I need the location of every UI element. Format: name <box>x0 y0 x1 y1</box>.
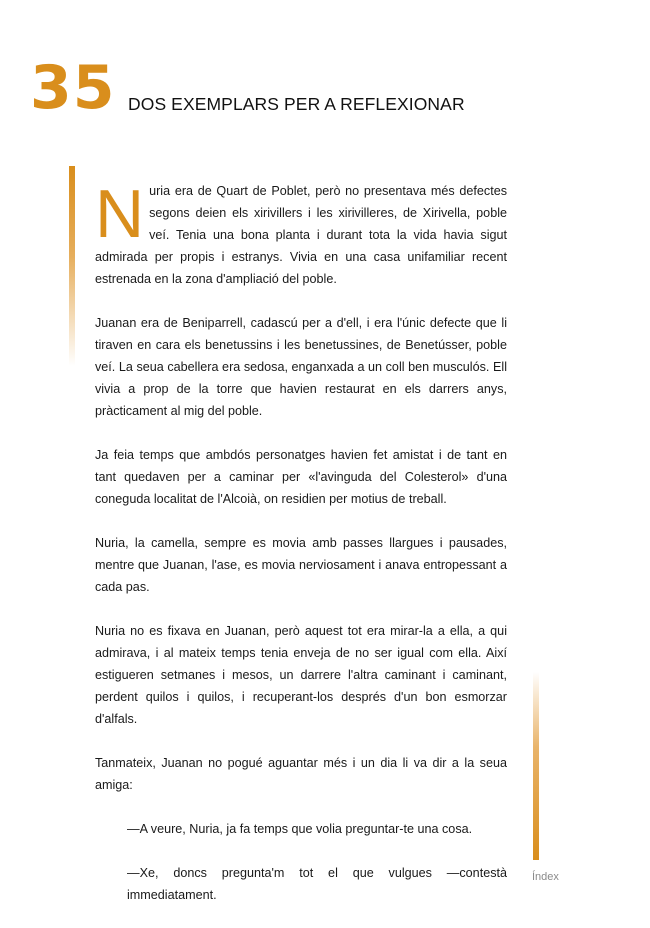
dialogue-line-2: —Xe, doncs pregunta'm tot el que vulgues —contestà immediatament. <box>127 866 507 902</box>
paragraph-1 <box>95 176 507 290</box>
index-link[interactable]: Índex <box>532 871 559 883</box>
story-body <box>95 176 507 928</box>
drop-cap: N <box>95 176 145 252</box>
paragraph-1-text: uria era de Quart de Poblet, però no presentava més defectes segons deien els xirivillers i les xirivilleres, de Xirivella, poble veí. Tenia una bona planta i durant tota la vida havia sigut admirada per propis i estranys. Vivia en una casa unifamiliar recent estrenada en la zona d'ampliació del poble. <box>95 184 507 286</box>
accent-bar-left <box>69 166 75 366</box>
chapter-title: DOS EXEMPLARS PER A REFLEXIONAR <box>128 94 465 114</box>
paragraph-6: Tanmateix, Juanan no pogué aguantar més i un dia li va dir a la seua amiga: <box>95 756 507 792</box>
paragraph-5: Nuria no es fixava en Juanan, però aquest tot era mirar-la a ella, a qui admirava, i al mateix temps tenia enveja de no ser igual com ella. Així estigueren setmanes i mesos, un darrere l'altra caminant i caminant, perdent quilos i quilos, i recuperant-los després d'un bon esmorzar d'alfals. <box>95 624 507 726</box>
paragraph-4: Nuria, la camella, sempre es movia amb passes llargues i pausades, mentre que Juanan, l'ase, es movia nerviosament i anava entropessant a cada pas. <box>95 536 507 594</box>
dialogue-line-1: —A veure, Nuria, ja fa temps que volia preguntar-te una cosa. <box>127 822 473 836</box>
paragraph-3: Ja feia temps que ambdós personatges havien fet amistat i de tant en tant quedaven per a caminar per «l'avinguda del Colesterol» d'una coneguda localitat de l'Alcoià, on residien per motius de treball. <box>95 448 507 506</box>
accent-bar-right <box>533 672 539 860</box>
chapter-number: 35 <box>30 53 116 123</box>
paragraph-2: Juanan era de Beniparrell, cadascú per a d'ell, i era l'únic defecte que li tiraven en cara els benetussins i les benetussines, de Benetússer, poble veí. La seua cabellera era sedosa, enganxada a un coll ben musculós. Ell vivia a prop de la torre que havien restaurat en els darrers anys, pràcticament al mig del poble. <box>95 316 507 418</box>
